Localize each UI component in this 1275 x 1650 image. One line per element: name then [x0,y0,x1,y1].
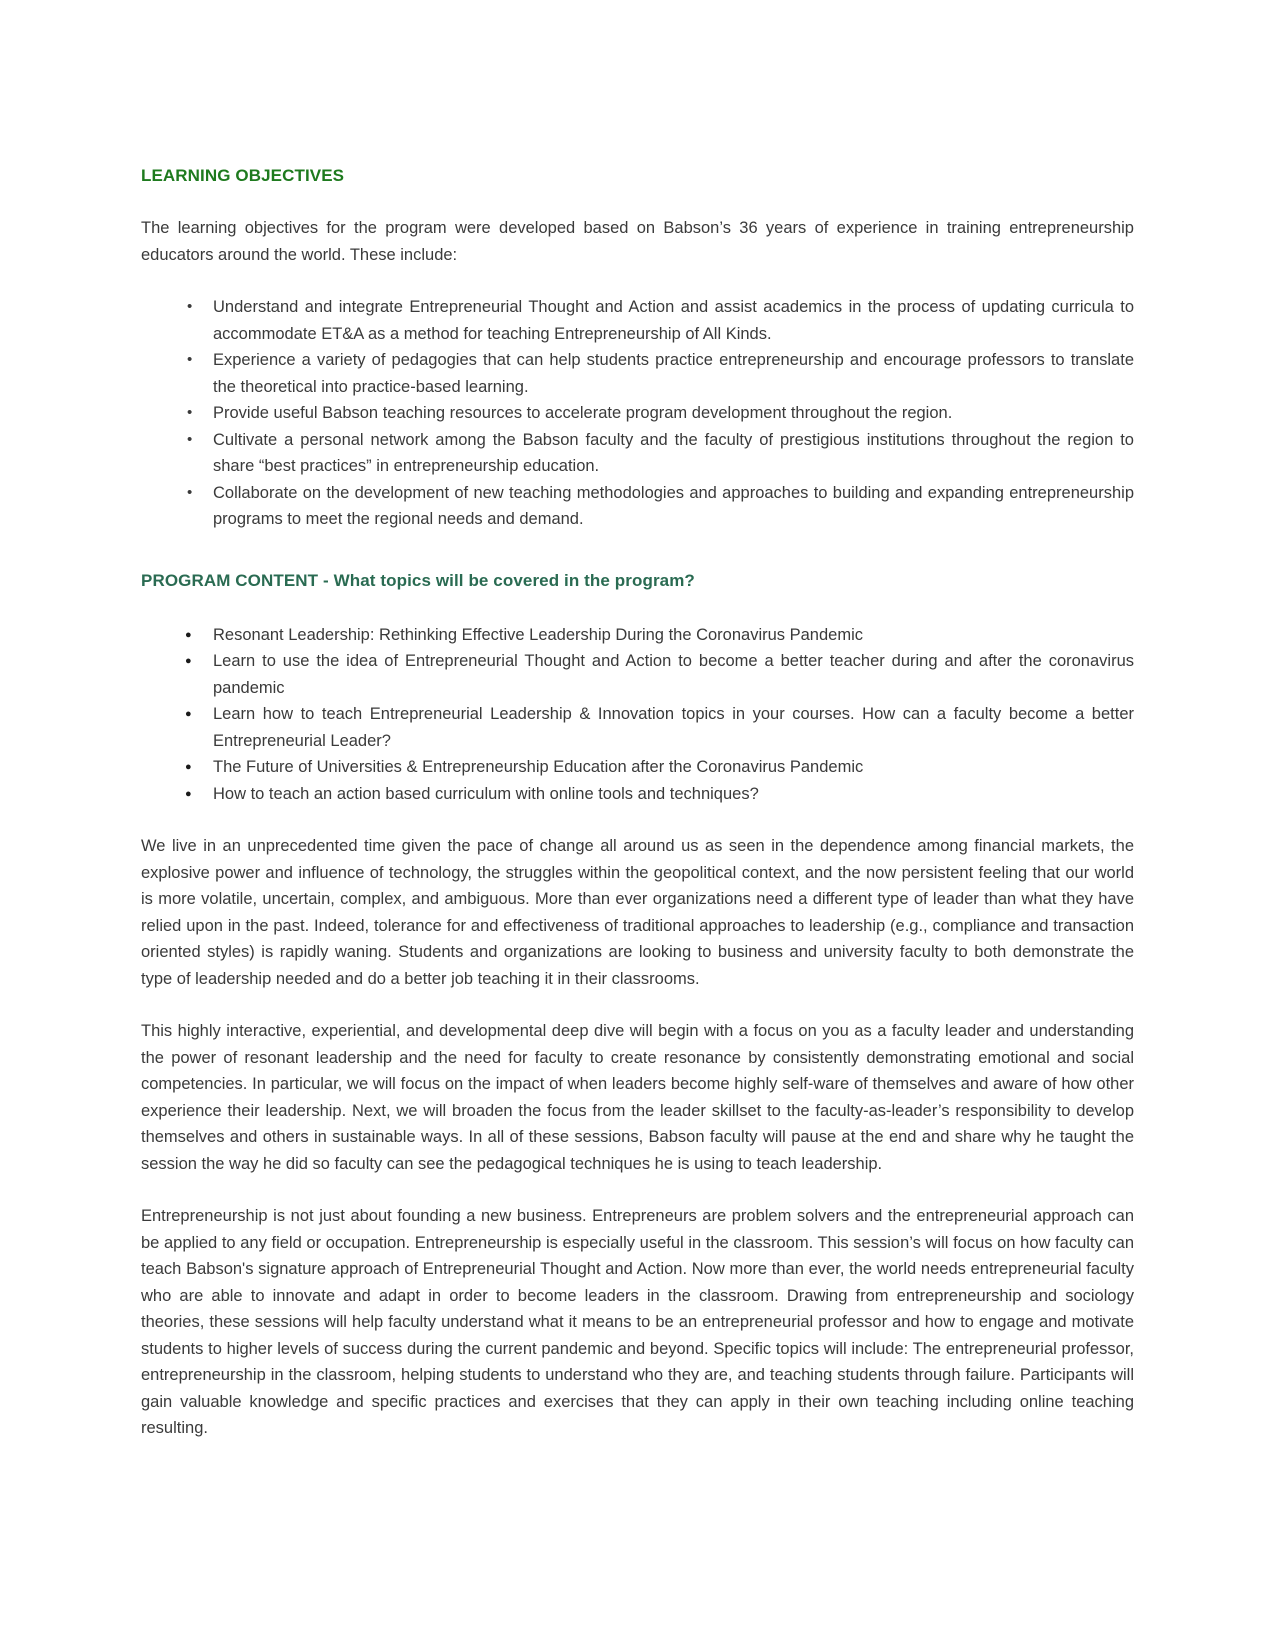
learning-objectives-intro: The learning objectives for the program were developed based on Babson’s 36 years of experience in training entrepreneurship educators around the world. These include: [141,219,1134,264]
topic-item: ● How to teach an action based curriculum with online tools and techniques? [213,781,1134,808]
topic-item: ● Resonant Leadership: Rethinking Effective Leadership During the Coronavirus Pandemic [213,622,1134,649]
program-content-list [141,622,1134,808]
objective-item: • Cultivate a personal network among the Babson faculty and the faculty of prestigious institutions throughout the region to share “best practices” in entrepreneurship education. [213,427,1134,480]
objective-item: • Collaborate on the development of new teaching methodologies and approaches to building and expanding entrepreneurship programs to meet the regional needs and demand. [213,480,1134,533]
objective-item: • Experience a variety of pedagogies that can help students practice entrepreneurship and encourage professors to translate the theoretical into practice-based learning. [213,347,1134,400]
objective-item: • Provide useful Babson teaching resources to accelerate program development throughout the region. [213,400,1134,427]
objective-item: • Understand and integrate Entrepreneurial Thought and Action and assist academics in the process of updating curricula to accommodate ET&A as a method for teaching Entrepreneurship of All Kinds. [213,294,1134,347]
body-paragraph-deep-dive: This highly interactive, experiential, and developmental deep dive will begin with a focus on you as a faculty leader and understanding the power of resonant leadership and the need for faculty to create resonance by consistently demonstrating emotional and social competencies. In particular, we will focus on the impact of when leaders become highly self-ware of themselves and aware of how other experience their leadership. Next, we will broaden the focus from the leader skillset to the faculty-as-leader’s responsibility to develop themselves and others in sustainable ways. In all of these sessions, Babson faculty will pause at the end and share why he taught the session the way he did so faculty can see the pedagogical techniques he is using to teach leadership. [141,1022,1134,1173]
learning-objectives-heading: LEARNING OBJECTIVES [141,166,345,185]
topic-item: ● Learn how to teach Entrepreneurial Leadership & Innovation topics in your courses. How can a faculty become a better Entrepreneurial Leader? [213,701,1134,754]
topic-item: ● The Future of Universities & Entrepreneurship Education after the Coronavirus Pandemic [213,754,1134,781]
topic-item: ● Learn to use the idea of Entrepreneurial Thought and Action to become a better teacher during and after the coronavirus pandemic [213,648,1134,701]
body-paragraph-unprecedented-time: We live in an unprecedented time given the pace of change all around us as seen in the dependence among financial markets, the explosive power and influence of technology, the struggles within the geopolitical context, and the now persistent feeling that our world is more volatile, uncertain, complex, and ambiguous. More than ever organizations need a different type of leader than what they have relied upon in the past. Indeed, tolerance for and effectiveness of traditional approaches to leadership (e.g., compliance and transaction oriented styles) is rapidly waning. Students and organizations are looking to business and university faculty to both demonstrate the type of leadership needed and do a better job teaching it in their classrooms. [141,837,1134,988]
learning-objectives-list [141,294,1134,533]
body-paragraph-entrepreneurship: Entrepreneurship is not just about founding a new business. Entrepreneurs are problem solvers and the entrepreneurial approach can be applied to any field or occupation. Entrepreneurship is especially useful in the classroom. This session’s will focus on how faculty can teach Babson's signature approach of Entrepreneurial Thought and Action. Now more than ever, the world needs entrepreneurial faculty who are able to innovate and adapt in order to become leaders in the classroom. Drawing from entrepreneurship and sociology theories, these sessions will help faculty understand what it means to be an entrepreneurial professor and how to engage and motivate students to higher levels of success during the current pandemic and beyond. Specific topics will include: The entrepreneurial professor, entrepreneurship in the classroom, helping students to understand who they are, and teaching students through failure. Participants will gain valuable knowledge and specific practices and exercises that they can apply in their own teaching including online teaching resulting. [141,1207,1134,1437]
program-content-heading: PROGRAM CONTENT - What topics will be covered in the program? [141,570,695,590]
